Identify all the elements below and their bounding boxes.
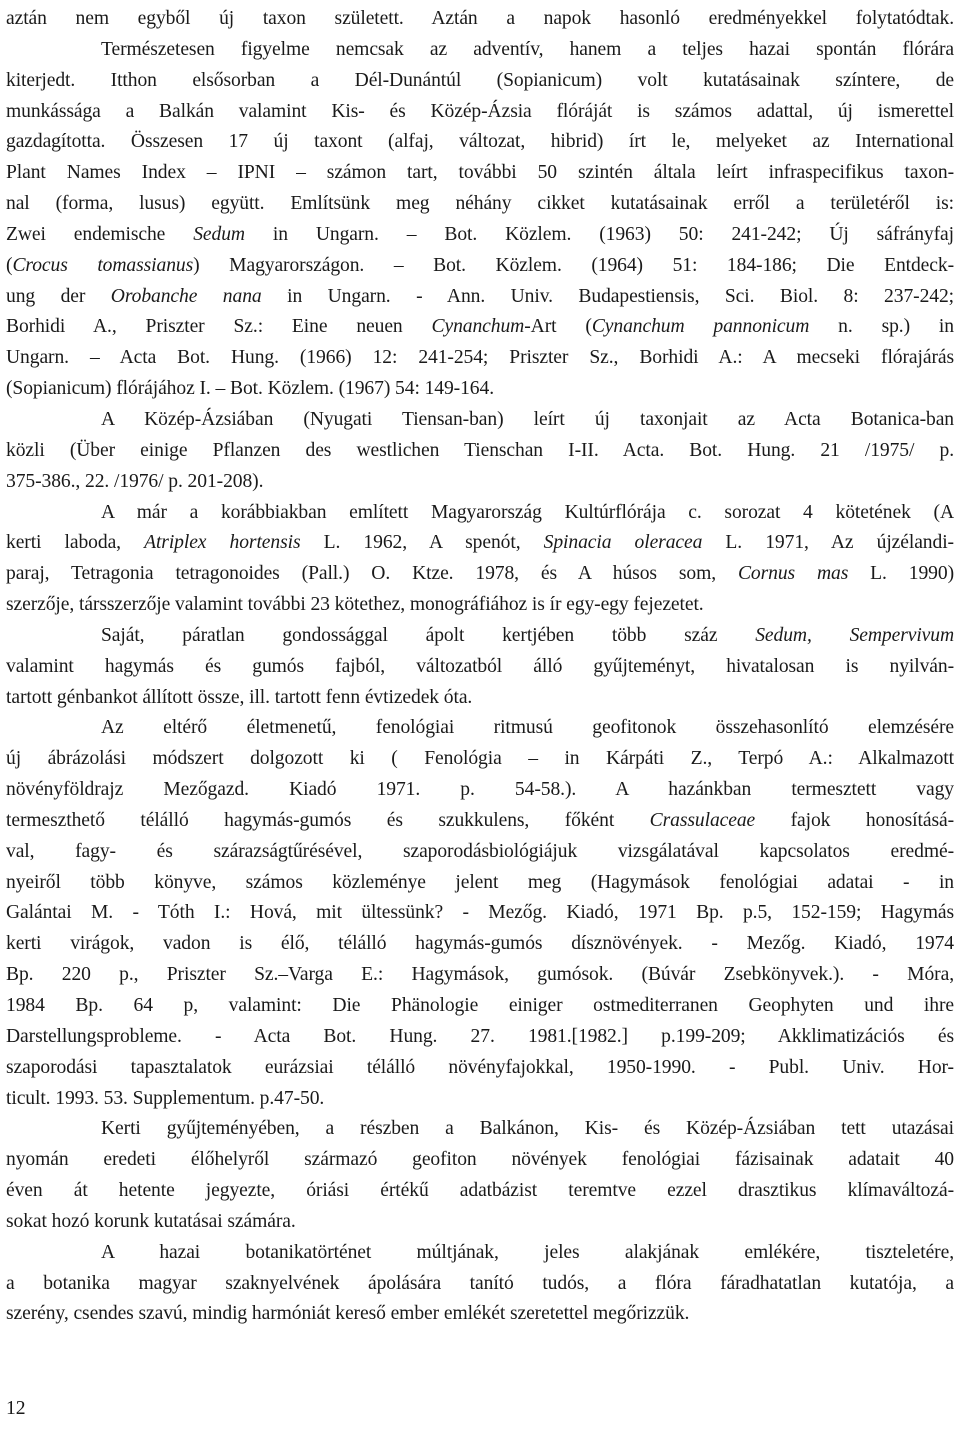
text-line bbox=[6, 1299, 954, 1330]
text-line bbox=[6, 775, 954, 806]
text-segment: fajok honosításá- bbox=[755, 809, 954, 831]
text-line bbox=[6, 35, 954, 66]
text-line bbox=[6, 220, 954, 251]
text-segment: kerti virágok, vadon is élő, télálló hagymás-gumós dísznövények. - Mezőg. Kiadó, 1974 bbox=[6, 933, 954, 955]
text-segment: A hazai botanikatörténet múltjának, jeles alakjának emlékére, tiszteletére, bbox=[101, 1241, 954, 1263]
page-number: 12 bbox=[6, 1398, 26, 1419]
text-segment: éven át hetente jegyezte, óriási értékű adatbázist teremtve ezzel drasztikus klímaváltozá- bbox=[6, 1180, 954, 1202]
text-segment: sokat hozó korunk kutatásai számára. bbox=[6, 1210, 296, 1232]
text-line bbox=[6, 868, 954, 899]
text-line bbox=[6, 1207, 954, 1238]
text-line bbox=[6, 683, 954, 714]
text-segment: szerény, csendes szavú, mindig harmóniát kereső ember emlékét szeretettel megőrizzük. bbox=[6, 1303, 690, 1325]
text-line bbox=[6, 498, 954, 529]
text-segment: gazdagította. Összesen 17 új taxont (alfaj, változat, hibrid) írt le, melyeket az International bbox=[6, 131, 954, 153]
text-line bbox=[6, 590, 954, 621]
text-line bbox=[6, 312, 954, 343]
text-segment: 1984 Bp. 64 p, valamint: Die Phänologie einiger ostmediterranen Geophyten und ihre bbox=[6, 995, 954, 1016]
paragraph bbox=[6, 1114, 954, 1237]
text-line bbox=[6, 991, 954, 1022]
text-segment: Borhidi A., Priszter Sz.: Eine neuen bbox=[6, 316, 432, 338]
text-segment: szaporodási tapasztalatok eurázsiai télálló növényfajokkal, 1950-1990. - Publ. Univ. Hor- bbox=[6, 1056, 954, 1078]
text-segment: nyomán eredeti élőhelyről származó geofiton növények fenológiai fázisainak adatait 40 bbox=[6, 1149, 954, 1171]
text-line bbox=[6, 1053, 954, 1084]
text-line bbox=[6, 1145, 954, 1176]
text-segment: aztán nem egyből új taxon született. Aztán a napok hasonló eredményekkel folytatódtak. bbox=[6, 8, 954, 29]
text-line bbox=[6, 1114, 954, 1145]
text-segment: kiterjedt. Itthon elsősorban a Dél-Dunántúl (Sopianicum) volt kutatásainak színtere, de bbox=[6, 69, 954, 91]
text-segment: nal (forma, lusus) együtt. Említsünk meg néhány cikket kutatásainak erről a területéről is: bbox=[6, 193, 954, 215]
text-line bbox=[6, 343, 954, 374]
text-segment: in Ungarn. – Bot. Közlem. (1963) 50: 241-242; Új sáfrányfaj bbox=[244, 223, 954, 245]
text-segment: Galántai M. - Tóth I.: Hová, mit ültessünk? - Mezőg. Kiadó, 1971 Bp. p.5, 152-159; Hagymás bbox=[6, 902, 954, 924]
text-line bbox=[6, 405, 954, 436]
text-line bbox=[6, 837, 954, 868]
text-segment: Kerti gyűjteményében, a részben a Balkánon, Kis- és Közép-Ázsiában tett utazásai bbox=[101, 1118, 954, 1140]
text-line bbox=[6, 282, 954, 313]
text-line bbox=[6, 559, 954, 590]
document-page bbox=[6, 4, 954, 1330]
text-line bbox=[6, 97, 954, 128]
text-segment: Természetesen figyelme nemcsak az adventív, hanem a teljes hazai spontán flórára bbox=[101, 38, 954, 60]
italic-text: Cynanchum bbox=[431, 316, 525, 338]
paragraph bbox=[6, 498, 954, 621]
text-segment: ung der bbox=[6, 285, 111, 307]
text-segment: paraj, Tetragonia tetragonoides (Pall.) O. Ktze. 1978, és A húsos som, bbox=[6, 563, 738, 585]
text-segment: a botanika magyar szaknyelvének ápolására tanító tudós, a flóra fáradhatatlan kutatója, a bbox=[6, 1272, 954, 1294]
text-line bbox=[6, 251, 954, 282]
text-segment: közli (Über einige Pflanzen des westlichen Tienschan I-II. Acta. Bot. Hung. 21 /1975/ p. bbox=[6, 439, 954, 461]
paragraph bbox=[6, 621, 954, 714]
text-line bbox=[6, 158, 954, 189]
text-segment: Darstellungsprobleme. - Acta Bot. Hung. 27. 1981.[1982.] p.199-209; Akklimatizációs és bbox=[6, 1025, 954, 1047]
text-segment: in Ungarn. - Ann. Univ. Budapestiensis, Sci. Biol. 8: 237-242; bbox=[261, 285, 955, 307]
paragraph bbox=[6, 713, 954, 1114]
text-line bbox=[6, 528, 954, 559]
text-line bbox=[6, 189, 954, 220]
italic-text: Spinacia oleracea bbox=[543, 532, 703, 554]
text-line bbox=[6, 1238, 954, 1269]
text-segment: munkássága a Balkán valamint Kis- és Közép-Ázsia flóráját is számos adattal, új ismerettel bbox=[6, 100, 954, 122]
text-line bbox=[6, 1176, 954, 1207]
text-segment: ) Magyarországon. – Bot. Közlem. (1964) 51: 184-186; Die Entdeck- bbox=[193, 254, 954, 276]
text-line bbox=[6, 374, 954, 405]
paragraph bbox=[6, 1238, 954, 1331]
text-segment: Plant Names Index – IPNI – számon tart, további 50 szintén általa leírt infraspecifikus taxon- bbox=[6, 162, 954, 184]
text-line bbox=[6, 621, 954, 652]
paragraph bbox=[6, 405, 954, 498]
italic-text: Atriplex hortensis bbox=[144, 532, 301, 554]
text-line bbox=[6, 929, 954, 960]
italic-text: Cynanchum pannonicum bbox=[591, 316, 810, 338]
text-segment: ticult. 1993. 53. Supplementum. p.47-50. bbox=[6, 1087, 325, 1109]
text-segment: A már a korábbiakban említett Magyarország Kultúrflórája c. sorozat 4 kötetének (A bbox=[101, 501, 954, 523]
text-line bbox=[6, 1022, 954, 1053]
text-segment: Saját, páratlan gondossággal ápolt kertjében több száz bbox=[101, 624, 756, 646]
text-segment: Az eltérő életmenetű, fenológiai ritmusú geofitonok összehasonlító elemzésére bbox=[101, 717, 954, 739]
text-segment: valamint hagymás és gumós fajból, változatból álló gyűjteményt, hivatalosan is nyilván- bbox=[6, 655, 954, 677]
text-segment: új ábrázolási módszert dolgozott ki ( Fenológia – in Kárpáti Z., Terpó A.: Alkalmazott bbox=[6, 748, 954, 770]
text-segment: (Sopianicum) flórájához I. – Bot. Közlem. (1967) 54: 149-164. bbox=[6, 378, 494, 400]
paragraph bbox=[6, 4, 954, 405]
italic-text: Cornus mas bbox=[737, 563, 849, 585]
text-segment: Bp. 220 p., Priszter Sz.–Varga E.: Hagymások, gumósok. (Búvár Zsebkönyvek.). - Móra, bbox=[6, 964, 954, 986]
text-line bbox=[6, 652, 954, 683]
text-line bbox=[6, 744, 954, 775]
text-segment: val, fagy- és szárazságtűrésével, szaporodásbiológiájuk vizsgálatával kapcsolatos eredmé- bbox=[6, 840, 954, 862]
text-segment: -Art ( bbox=[524, 316, 592, 338]
text-line bbox=[6, 467, 954, 498]
text-segment: L. 1990) bbox=[848, 563, 954, 585]
italic-text: Orobanche nana bbox=[110, 285, 262, 307]
text-line bbox=[6, 436, 954, 467]
text-segment: tartott génbankot állított össze, ill. tartott fenn évtizedek óta. bbox=[6, 686, 473, 708]
text-segment: 375-386., 22. /1976/ p. 201-208). bbox=[6, 470, 264, 492]
italic-text: Sedum, Sempervivum bbox=[755, 624, 955, 646]
text-line bbox=[6, 66, 954, 97]
italic-text: Crocus tomassianus bbox=[12, 254, 194, 276]
italic-text: Crassulaceae bbox=[649, 809, 756, 831]
text-segment: termeszthető télálló hagymás-gumós és szukkulens, főként bbox=[6, 809, 650, 831]
text-line bbox=[6, 1269, 954, 1300]
text-line bbox=[6, 127, 954, 158]
text-line bbox=[6, 960, 954, 991]
text-segment: Ungarn. – Acta Bot. Hung. (1966) 12: 241-254; Priszter Sz., Borhidi A.: A mecseki flórajárás bbox=[6, 347, 954, 369]
text-segment: kerti laboda, bbox=[6, 532, 145, 554]
text-segment: n. sp.) in bbox=[809, 316, 954, 338]
text-line bbox=[6, 898, 954, 929]
text-segment: L. 1962, A spenót, bbox=[300, 532, 544, 554]
text-segment: L. 1971, Az újzélandi- bbox=[702, 532, 954, 554]
text-segment: ( bbox=[6, 254, 13, 276]
text-line bbox=[6, 806, 954, 837]
text-segment: Zwei endemische bbox=[6, 223, 194, 245]
text-segment: szerzője, társszerzője valamint további 23 kötethez, monográfiához is ír egy-egy fejezetet. bbox=[6, 594, 704, 616]
text-segment: nyeiről több könyve, számos közleménye jelent meg (Hagymások fenológiai adatai - in bbox=[6, 871, 954, 893]
text-line bbox=[6, 1084, 954, 1115]
italic-text: Sedum bbox=[193, 223, 245, 245]
text-line bbox=[6, 4, 954, 35]
text-segment: A Közép-Ázsiában (Nyugati Tiensan-ban) leírt új taxonjait az Acta Botanica-ban bbox=[101, 408, 954, 430]
text-line bbox=[6, 713, 954, 744]
text-segment: növényföldrajz Mezőgazd. Kiadó 1971. p. 54-58.). A hazánkban termesztett vagy bbox=[6, 779, 954, 801]
